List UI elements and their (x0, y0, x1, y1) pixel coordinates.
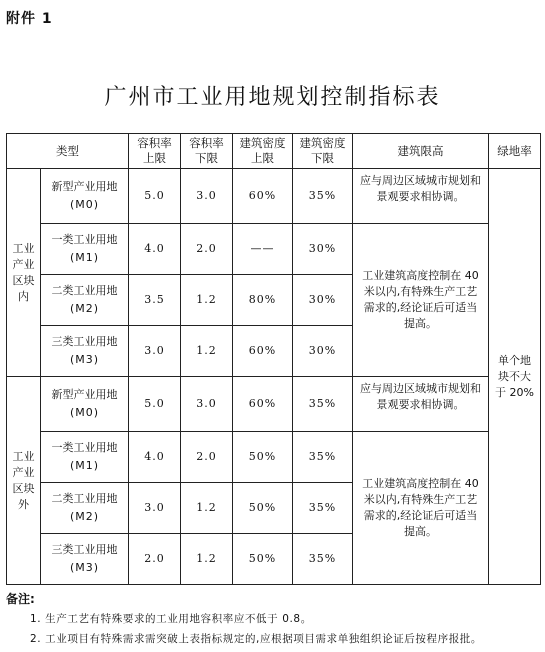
height-limit-industrial: 工业建筑高度控制在 40 米以内,有特殊生产工艺需求的,经论证后可适当提高。 (353, 432, 489, 585)
table-header-row (7, 134, 541, 169)
density-upper-cell: 60% (233, 377, 293, 432)
header-green-ratio: 绿地率 (489, 134, 541, 169)
far-upper-cell: 5.0 (129, 169, 181, 224)
far-lower-cell: 1.2 (181, 326, 233, 377)
green-ratio-value: 单个地 块不大 于 20% (489, 169, 541, 585)
land-type-name: 三类工业用地 (M3) (41, 326, 129, 377)
land-type-name: 三类工业用地 (M3) (41, 534, 129, 585)
far-lower-cell: 1.2 (181, 534, 233, 585)
zone-label-inside: 工业 产业 区块 内 (7, 169, 41, 377)
density-upper-cell: 60% (233, 326, 293, 377)
note-item-1: 1. 生产工艺有特殊要求的工业用地容积率应不低于 0.8。 (30, 613, 312, 625)
density-lower-cell: 30% (293, 326, 353, 377)
density-upper-cell: 50% (233, 432, 293, 483)
far-upper-cell: 4.0 (129, 224, 181, 275)
land-type-name: 一类工业用地 (M1) (41, 432, 129, 483)
far-lower-cell: 2.0 (181, 432, 233, 483)
notes-title: 备注: (6, 592, 35, 606)
header-height-limit: 建筑限高 (353, 134, 489, 169)
table-row (7, 224, 541, 275)
height-limit-new-industry: 应与周边区域城市规划和景观要求相协调。 (353, 377, 489, 432)
far-upper-cell: 3.0 (129, 326, 181, 377)
note-item-2: 2. 工业项目有特殊需求需突破上表指标规定的,应根据项目需求单独组织论证后按程序报批。 (30, 633, 482, 645)
density-lower-cell: 30% (293, 224, 353, 275)
indicator-table (6, 133, 541, 585)
far-lower-cell: 3.0 (181, 377, 233, 432)
far-lower-cell: 1.2 (181, 275, 233, 326)
table-row (7, 377, 541, 432)
density-upper-cell: 50% (233, 534, 293, 585)
density-lower-cell: 35% (293, 483, 353, 534)
table-row (7, 432, 541, 483)
density-lower-cell: 35% (293, 169, 353, 224)
header-far-upper: 容积率 上限 (129, 134, 181, 169)
density-lower-cell: 35% (293, 432, 353, 483)
far-upper-cell: 3.0 (129, 483, 181, 534)
far-lower-cell: 3.0 (181, 169, 233, 224)
height-limit-new-industry: 应与周边区域城市规划和景观要求相协调。 (353, 169, 489, 224)
density-upper-cell: 60% (233, 169, 293, 224)
far-lower-cell: 1.2 (181, 483, 233, 534)
land-type-name: 新型产业用地 (M0) (41, 377, 129, 432)
density-lower-cell: 35% (293, 534, 353, 585)
height-limit-industrial: 工业建筑高度控制在 40 米以内,有特殊生产工艺需求的,经论证后可适当提高。 (353, 224, 489, 377)
far-upper-cell: 3.5 (129, 275, 181, 326)
density-upper-cell: —— (233, 224, 293, 275)
density-lower-cell: 35% (293, 377, 353, 432)
land-type-name: 一类工业用地 (M1) (41, 224, 129, 275)
far-upper-cell: 2.0 (129, 534, 181, 585)
far-lower-cell: 2.0 (181, 224, 233, 275)
land-type-name: 新型产业用地 (M0) (41, 169, 129, 224)
far-upper-cell: 5.0 (129, 377, 181, 432)
header-density-lower: 建筑密度 下限 (293, 134, 353, 169)
header-far-lower: 容积率 下限 (181, 134, 233, 169)
header-type: 类型 (7, 134, 129, 169)
header-density-upper: 建筑密度 上限 (233, 134, 293, 169)
document-title: 广州市工业用地规划控制指标表 (104, 85, 441, 110)
density-upper-cell: 50% (233, 483, 293, 534)
table-row (7, 169, 541, 224)
land-type-name: 二类工业用地 (M2) (41, 275, 129, 326)
zone-label-outside: 工业 产业 区块 外 (7, 377, 41, 585)
annex-label: 附件 1 (6, 11, 53, 27)
land-type-name: 二类工业用地 (M2) (41, 483, 129, 534)
density-upper-cell: 80% (233, 275, 293, 326)
far-upper-cell: 4.0 (129, 432, 181, 483)
density-lower-cell: 30% (293, 275, 353, 326)
